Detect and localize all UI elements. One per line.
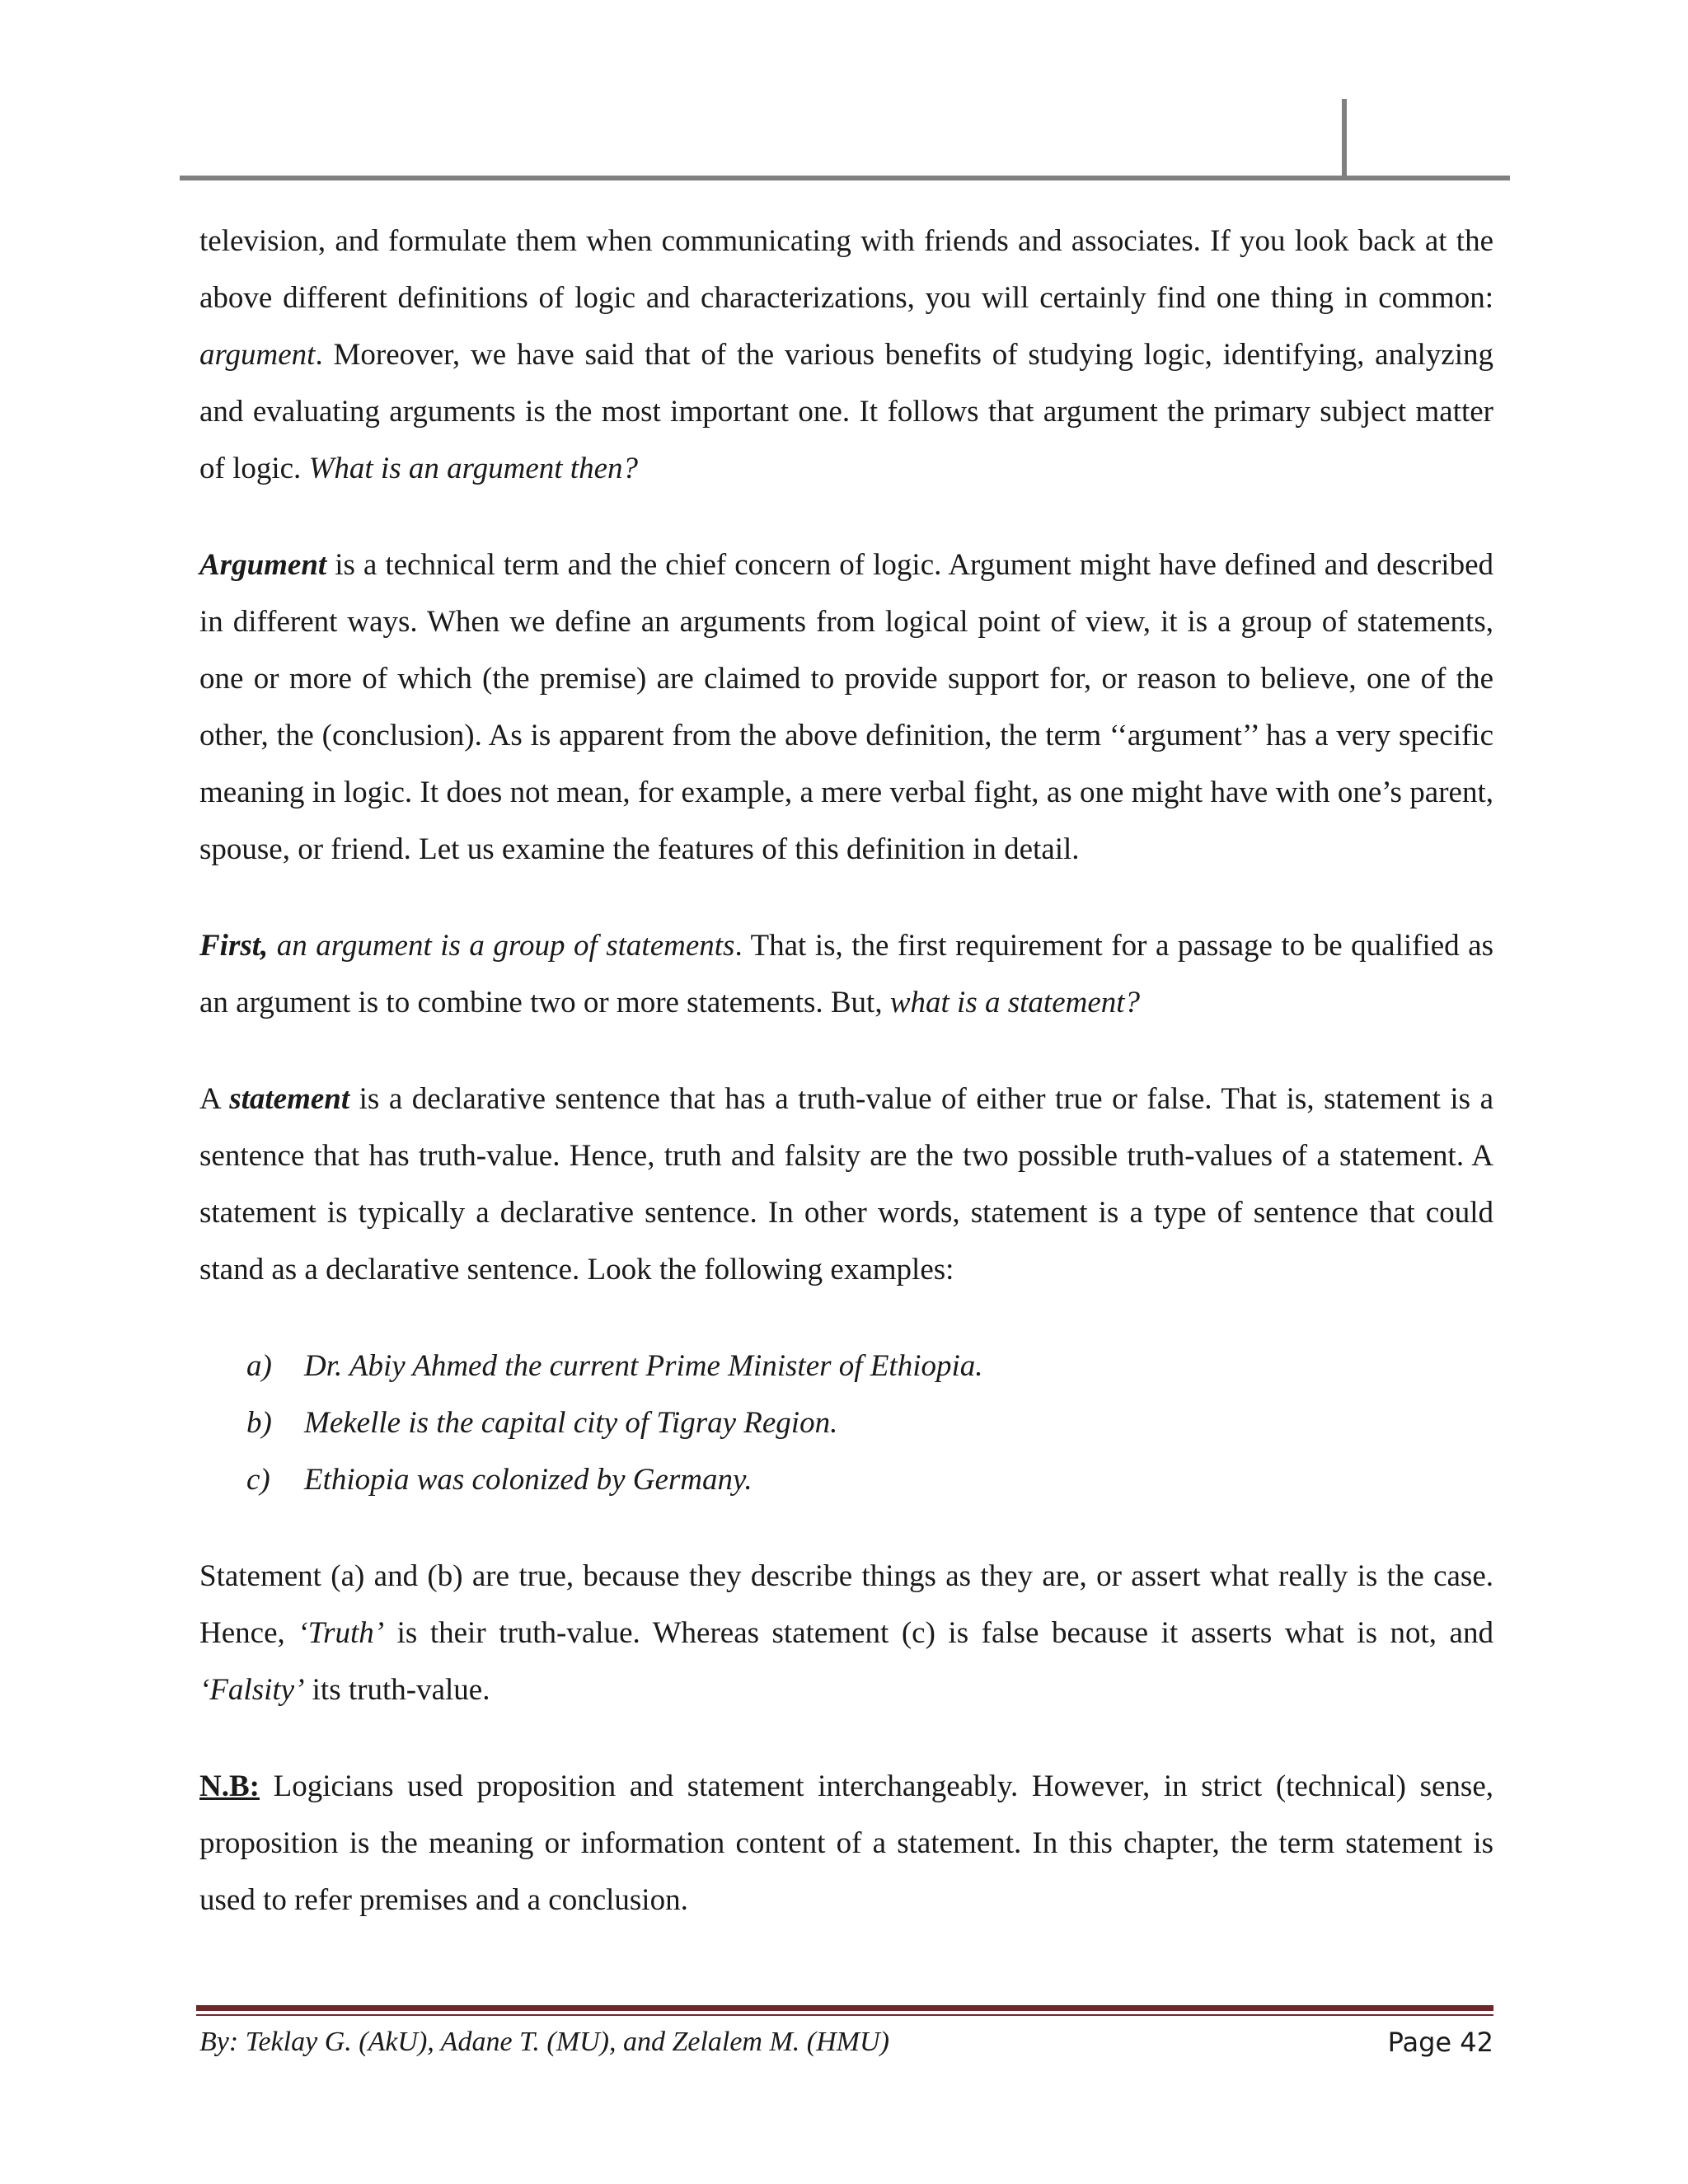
paragraph-text: is their truth-value. Whereas statement (c) is false because it asserts what is not, and [384, 1616, 1493, 1650]
paragraph-argument-definition [199, 537, 1493, 878]
list-marker: a) [246, 1349, 272, 1383]
paragraph-text: Statement (a) and (b) are true, because they describe things as they are, or assert what really is the case. Hence, [199, 1559, 1493, 1650]
footer-authors: By: Teklay G. (AkU), Adane T. (MU), and Zelalem M. (HMU) [199, 2027, 889, 2057]
emphasis-argument: argument [199, 338, 316, 372]
list-item [199, 1394, 1493, 1451]
emphasis-falsity: ‘Falsity’ [199, 1673, 305, 1707]
example-text: Dr. Abiy Ahmed the current Prime Minister of Ethiopia. [304, 1349, 983, 1383]
paragraph-text: . Moreover, we have said that of the various benefits of studying logic, identifying, analyzing and evaluating arguments is the most important one. It follows that argument the primary subject matter of logic. [199, 338, 1493, 485]
list-item [199, 1338, 1493, 1394]
emphasis-group-of-statements: an argument is a group of statements [268, 929, 735, 963]
paragraph-text: its truth-value. [304, 1673, 490, 1707]
term-first: First, [199, 929, 269, 963]
term-argument: Argument [199, 548, 327, 582]
list-marker: c) [246, 1463, 270, 1497]
footer-rule [196, 2005, 1493, 2011]
paragraph-statement-definition [199, 1071, 1493, 1298]
list-item [199, 1451, 1493, 1508]
paragraph-truth-values [199, 1548, 1493, 1718]
paragraph-text: A [199, 1082, 230, 1116]
page-footer [199, 2021, 1493, 2064]
paragraph-text: Logicians used proposition and statement interchangeably. However, in strict (technical) sense, proposition is the meaning or information content of a statement. In this chapter, the term statement is used to refer premises and a conclusion. [199, 1769, 1493, 1917]
paragraph-text: is a technical term and the chief concern of logic. Argument might have defined and described in different ways. When we define an arguments from logical point of view, it is a group of statements, one or more of which (the premise) are claimed to provide support for, or reason to believe, one of the other, the (conclusion). As is apparent from the above definition, the term ‘‘argument’’ has a very specific meaning in logic. It does not mean, for example, a mere verbal fight, as one might have with one’s parent, spouse, or friend. Let us examine the features of this definition in detail. [199, 548, 1493, 866]
page-body [199, 213, 1493, 1929]
example-text: Ethiopia was colonized by Germany. [304, 1463, 753, 1497]
list-marker: b) [246, 1406, 272, 1440]
example-text: Mekelle is the capital city of Tigray Region. [304, 1406, 838, 1440]
term-statement: statement [229, 1082, 350, 1116]
question-what-is-argument: What is an argument then? [308, 452, 638, 485]
paragraph-nota-bene [199, 1758, 1493, 1929]
paragraph-argument-intro [199, 213, 1493, 497]
page-number: Page 42 [1387, 2027, 1493, 2058]
paragraph-text: is a declarative sentence that has a truth-value of either true or false. That is, statement is a sentence that has truth-value. Hence, truth and falsity are the two possible truth-values of a statement. A statement is typically a declarative sentence. In other words, statement is a type of sentence that could stand as a declarative sentence. Look the following examples: [199, 1082, 1493, 1286]
nb-label: N.B: [199, 1769, 260, 1803]
footer-rule-thin [196, 2014, 1493, 2016]
paragraph-first-feature [199, 917, 1493, 1031]
example-list [199, 1338, 1493, 1508]
header-tick-mark [1342, 99, 1347, 178]
paragraph-text: . That is, the first requirement for a passage to be qualified as an argument is to combine two or more statements. But, [199, 929, 1493, 1019]
header-rule [180, 176, 1510, 180]
paragraph-text: television, and formulate them when communicating with friends and associates. If you look back at the above different definitions of logic and characterizations, you will certainly find one thing in common: [199, 224, 1493, 315]
emphasis-truth: ‘Truth’ [298, 1616, 385, 1650]
question-what-is-statement: what is a statement? [889, 986, 1141, 1019]
